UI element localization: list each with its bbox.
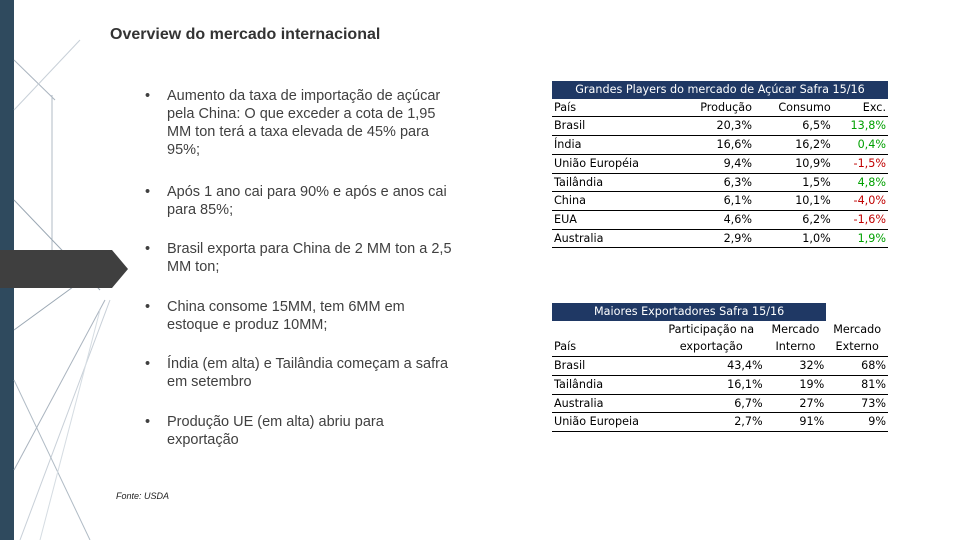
table-cell: 1,9% [833, 229, 888, 248]
arrow-shape [0, 250, 128, 288]
table-row [552, 413, 888, 432]
table-cell: 6,3% [676, 173, 754, 192]
table-header: Mercado [771, 322, 820, 336]
table-cell: 16,1% [658, 375, 765, 394]
bullet-item: • Produção UE (em alta) abriu para exportação [145, 414, 384, 448]
table-row [552, 154, 888, 173]
bullet-item: • Aumento da taxa de importação de açúcar pela China: O que exceder a cota de 1,95 MM ton terá a taxa elevada de 45% para 95%; [145, 88, 441, 158]
table-cell: -1,5% [833, 154, 888, 173]
table-cell: 10,1% [754, 192, 833, 211]
exporters-table [552, 303, 888, 432]
table-cell: 6,5% [754, 117, 833, 136]
table-cell: 1,0% [754, 229, 833, 248]
table-cell: 1,5% [754, 173, 833, 192]
table-header: Mercado [833, 322, 882, 336]
table-header: Externo [826, 338, 888, 356]
table-row [552, 173, 888, 192]
exporters-table-title: Maiores Exportadores Safra 15/16 [552, 303, 826, 321]
table-cell: União Europeia [552, 413, 658, 432]
bullet-item: • Brasil exporta para China de 2 MM ton a 2,5 MM ton; [145, 241, 452, 275]
bullet-symbol: • [145, 241, 151, 257]
table-cell: 73% [826, 394, 888, 413]
table-cell: 10,9% [754, 154, 833, 173]
bullet-symbol: • [145, 184, 151, 200]
table-cell: 4,8% [833, 173, 888, 192]
table-cell: 43,4% [658, 357, 765, 376]
table-cell: Tailândia [552, 375, 658, 394]
table-cell: 13,8% [833, 117, 888, 136]
table-cell: 9% [826, 413, 888, 432]
table-cell: 81% [826, 375, 888, 394]
table-header: Exc. [833, 99, 888, 117]
table-cell: 68% [826, 357, 888, 376]
table-cell: 19% [765, 375, 827, 394]
table-header: Interno [765, 338, 827, 356]
table-cell: EUA [552, 210, 676, 229]
table-cell: 32% [765, 357, 827, 376]
table-row [552, 229, 888, 248]
table-row [552, 394, 888, 413]
players-table [552, 81, 888, 248]
table-row [552, 117, 888, 136]
table-header: Consumo [754, 99, 833, 117]
bullet-symbol: • [145, 356, 151, 372]
table-cell: 9,4% [676, 154, 754, 173]
table-row [552, 192, 888, 211]
table-header: País [552, 338, 658, 356]
table-header: exportação [658, 338, 765, 356]
table-cell: Brasil [552, 357, 658, 376]
table-header: Produção [676, 99, 754, 117]
table-cell: -1,6% [833, 210, 888, 229]
table-row [552, 375, 888, 394]
bullet-symbol: • [145, 88, 151, 104]
table-cell: 2,9% [676, 229, 754, 248]
bullet-symbol: • [145, 414, 151, 430]
table-cell: 6,1% [676, 192, 754, 211]
players-table-title: Grandes Players do mercado de Açúcar Safra 15/16 [552, 81, 888, 99]
table-cell: 91% [765, 413, 827, 432]
table-cell: 6,7% [658, 394, 765, 413]
table-row [552, 136, 888, 155]
table-cell: 16,6% [676, 136, 754, 155]
table-cell: Índia [552, 136, 676, 155]
table-cell: Brasil [552, 117, 676, 136]
table-cell: União Européia [552, 154, 676, 173]
page-title: Overview do mercado internacional [110, 26, 381, 43]
table-cell: -4,0% [833, 192, 888, 211]
table-cell: 16,2% [754, 136, 833, 155]
bullet-item: • China consome 15MM, tem 6MM em estoque e produz 10MM; [145, 299, 405, 333]
table-cell: China [552, 192, 676, 211]
table-row [552, 357, 888, 376]
table-cell: 20,3% [676, 117, 754, 136]
bullet-item: • Índia (em alta) e Tailândia começam a safra em setembro [145, 356, 449, 390]
table-cell: 6,2% [754, 210, 833, 229]
table-cell: Tailândia [552, 173, 676, 192]
table-header: País [552, 99, 676, 117]
bullet-symbol: • [145, 299, 151, 315]
table-cell: 0,4% [833, 136, 888, 155]
source-note: Fonte: USDA [116, 491, 170, 501]
table-cell: Australia [552, 229, 676, 248]
table-header [552, 321, 658, 339]
table-row [552, 210, 888, 229]
table-cell: 2,7% [658, 413, 765, 432]
table-cell: Australia [552, 394, 658, 413]
table-cell: 27% [765, 394, 827, 413]
table-cell [826, 303, 888, 321]
bullet-item: • Após 1 ano cai para 90% e após e anos cai para 85%; [145, 184, 447, 218]
table-header: Participação na [668, 322, 755, 336]
table-cell: 4,6% [676, 210, 754, 229]
